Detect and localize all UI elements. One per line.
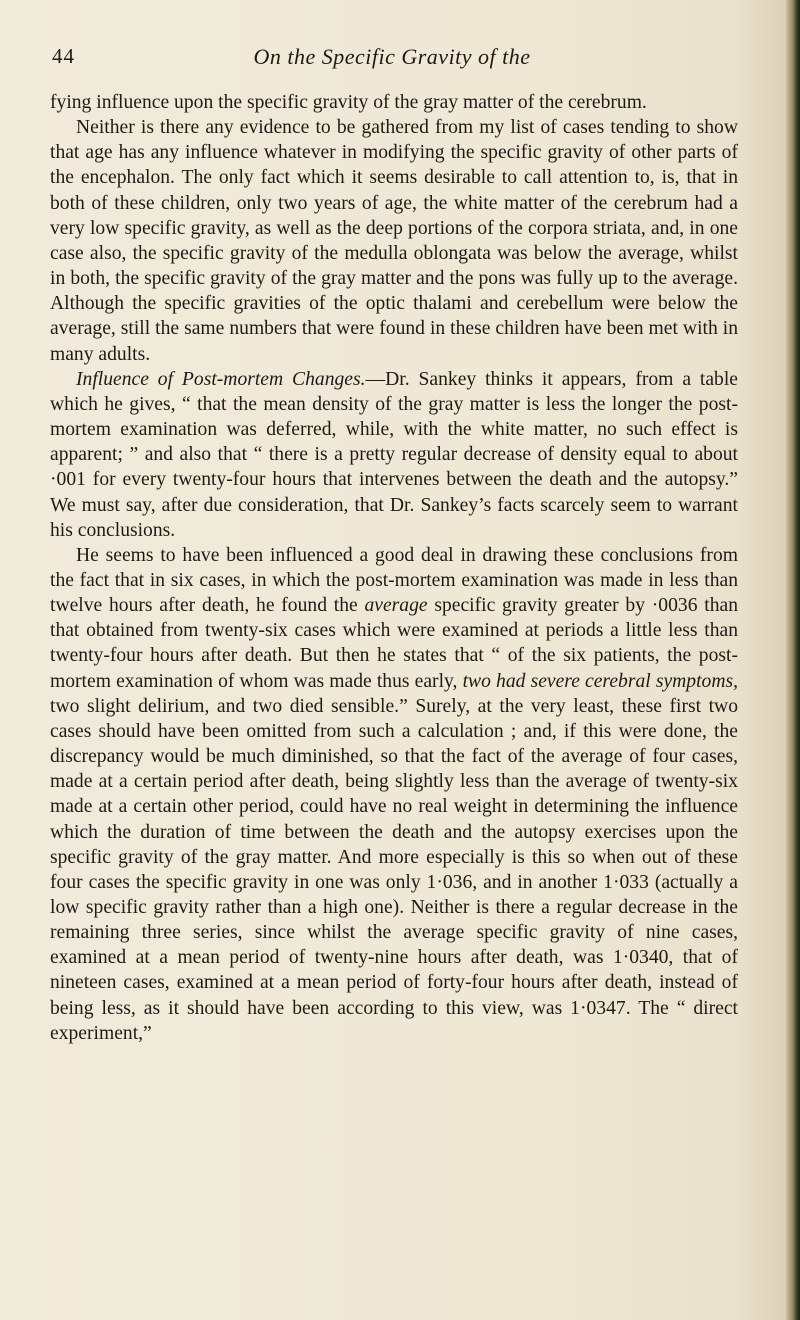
running-title: On the Specific Gravity of the xyxy=(253,44,531,69)
italic-text: two had severe cerebral symptoms, xyxy=(462,670,739,692)
running-header xyxy=(52,44,732,74)
body-text xyxy=(50,90,738,1046)
paragraph-sankey-discussion xyxy=(50,543,738,1046)
page-edge xyxy=(786,0,800,1320)
text-segment: fying influence upon the specific gravity of the gray matter of the cerebrum. xyxy=(50,92,647,113)
section-heading: Influence of Post-mortem Changes. xyxy=(76,368,366,390)
text-segment: He seems to have been influenced a good deal in drawing these conclusions from the fact that in six cases, in which the post-mortem examination was made in less than twelve hours after death, he found the xyxy=(50,544,738,617)
text-segment: two slight delirium, and two died sensible.” Surely, at the very least, these first two cases should have been omitted from such a calculation ; and, if this were done, the discrepancy would be much diminished, so that the fact of the average of four cases, made at a certain period after death, being slightly less than the average of twenty-six made at a certain other period, could have no real weight in determining the influence which the duration of time between the death and the autopsy exercises upon the specific gravity of the gray matter. And more especially is this so when out of these four cases the specific gravity in one was only 1·036, and in another 1·033 (actually a low specific gravity rather than a high one). Neither is there a regular decrease in the remaining three series, since whilst the average specific gravity of nine cases, examined at a mean period of twenty-nine hours after death, was 1·0340, that of nineteen cases, examined at a mean period of forty-four hours after death, instead of being less, as it should have been according to this view, was 1·0347. The “ direct experiment,” xyxy=(50,695,738,1044)
text-segment: specific gravity greater by ·0036 than that obtained from twenty-six cases which were examined at periods a little less than twenty-four hours after death. But then he states that “ of the six patients, the post-mortem examination of whom was made thus early, xyxy=(50,595,738,692)
paragraph-continued xyxy=(50,90,738,115)
text-segment: Neither is there any evidence to be gathered from my list of cases tending to show that age has any influence whatever in modifying the specific gravity of other parts of the encephalon. The only fact which it seems desirable to call attention to, is, that in both of these children, only two years of age, the white matter of the cerebrum had a very low specific gravity, as well as the deep portions of the corpora striata, and, in one case also, the specific gravity of the medulla oblongata was below the average, whilst in both, the specific gravity of the gray matter and the pons was fully up to the average. Although the specific gravities of the optic thalami and cerebellum were below the average, still the same numbers that were found in these children have been met with in many adults. xyxy=(50,117,738,365)
paragraph-post-mortem-changes xyxy=(50,367,738,543)
paragraph-age-influence xyxy=(50,115,738,367)
page-number: 44 xyxy=(52,44,75,68)
text-segment: —Dr. Sankey thinks it appears, from a table which he gives, “ that the mean density of the gray matter is less the longer the post-mortem examination was deferred, while, with the white matter, no such effect is apparent; ” and also that “ there is a pretty regular decrease of density equal to about ·001 for every twenty-four hours that intervenes between the death and the autopsy.” We must say, after due consideration, that Dr. Sankey’s facts scarcely seem to warrant his conclusions. xyxy=(50,368,738,541)
italic-text: average xyxy=(364,595,428,617)
